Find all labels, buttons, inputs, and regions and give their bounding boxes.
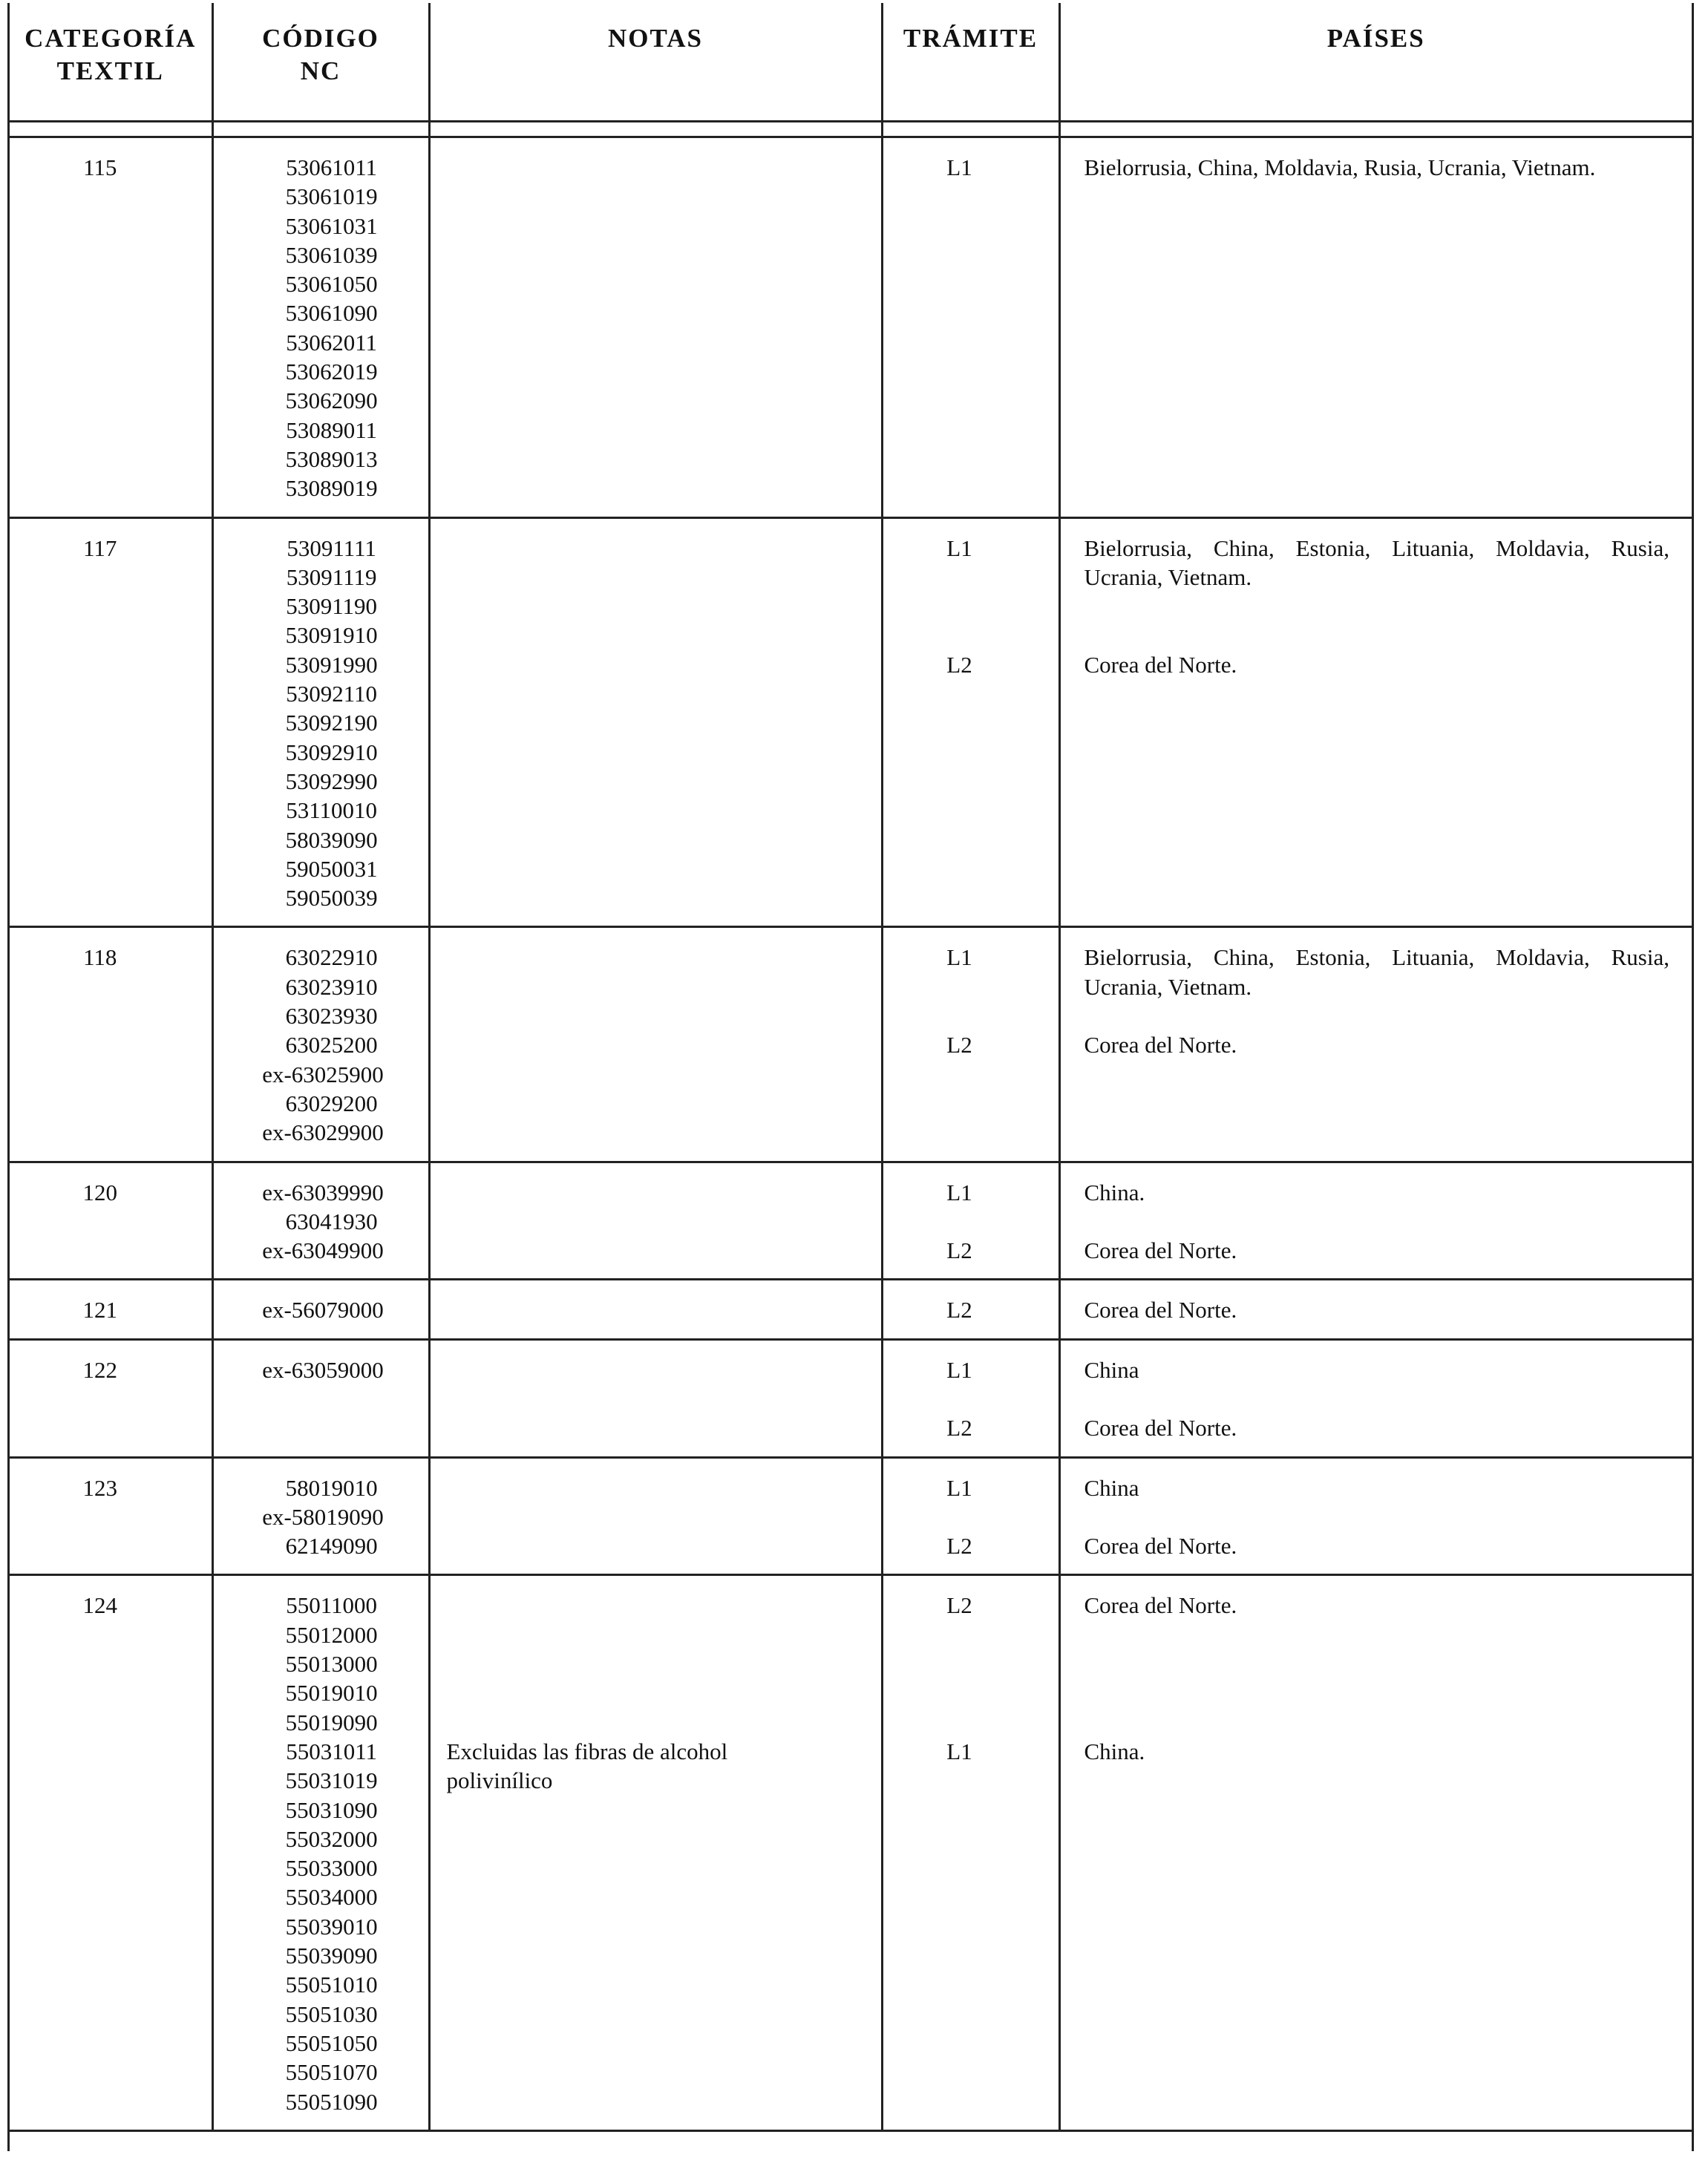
- notas-cell: [429, 927, 882, 1162]
- codigo-nc-cell: [212, 1457, 429, 1575]
- nc-code: 63041930: [268, 1208, 378, 1234]
- header-notas-label: NOTAS: [608, 24, 703, 53]
- spacer-cell: [10, 122, 212, 137]
- nc-code: 55051010: [268, 1972, 378, 1998]
- nc-code: 55013000: [268, 1651, 378, 1678]
- nc-code: 55039090: [268, 1943, 378, 1969]
- paises-cell: [1059, 1162, 1692, 1280]
- codigo-nc-cell: [212, 1162, 429, 1280]
- nc-code: ex-56079000: [262, 1297, 384, 1324]
- paises-value: Bielorrusia, China, Moldavia, Rusia, Ucrania, Vietnam.: [1084, 154, 1596, 180]
- nc-code: 53091190: [268, 593, 378, 620]
- nc-code: 55012000: [268, 1621, 378, 1648]
- header-paises: [1059, 3, 1692, 122]
- header-spacer-row: [10, 122, 1692, 137]
- table-row: [10, 1280, 1692, 1339]
- categoria-cell: 118: [10, 927, 212, 1162]
- codigo-nc-cell: [212, 517, 429, 927]
- table-row: [10, 1575, 1692, 2130]
- spacer-cell: [882, 122, 1059, 137]
- nc-code: 63023910: [268, 973, 378, 1000]
- nc-code: 53110010: [268, 797, 378, 824]
- nc-code: 53061050: [268, 271, 378, 298]
- header-paises-label: PAÍSES: [1326, 24, 1425, 53]
- nc-code: ex-63029900: [262, 1119, 384, 1146]
- tramite-value: L2: [946, 1237, 972, 1264]
- header-codigo-nc: [212, 3, 429, 122]
- paises-value: China: [1084, 1356, 1139, 1383]
- tramite-value: L2: [946, 1415, 972, 1442]
- nc-code: 55034000: [268, 1884, 378, 1911]
- nc-code: 63025200: [268, 1032, 378, 1059]
- nc-code: 53062011: [268, 329, 378, 356]
- tramite-cell: [882, 1280, 1059, 1339]
- nc-code: 53092910: [268, 739, 378, 765]
- nc-code: 53061090: [268, 300, 378, 327]
- nc-code: 53089019: [268, 475, 378, 502]
- tramite-value: L1: [946, 1356, 972, 1383]
- nc-code: 63023930: [268, 1003, 378, 1030]
- nc-code: 55051090: [268, 2088, 378, 2115]
- tramite-cell: [882, 137, 1059, 518]
- nc-code: 53061011: [268, 154, 378, 180]
- notas-cell: [429, 1457, 882, 1575]
- paises-value: Corea del Norte.: [1084, 1237, 1237, 1264]
- table-header-row: [10, 3, 1692, 122]
- nc-code: 55051030: [268, 2000, 378, 2027]
- codigo-nc-cell: [212, 1280, 429, 1339]
- header-categoria-label: CATEGORÍA TEXTIL: [24, 24, 197, 85]
- nc-code: 53091111: [269, 534, 376, 561]
- notas-cell: [429, 517, 882, 927]
- notas-cell: [429, 1339, 882, 1457]
- paises-cell: [1059, 1339, 1692, 1457]
- paises-value: Corea del Norte.: [1084, 651, 1237, 678]
- nc-code: ex-58019090: [262, 1503, 384, 1530]
- nc-code: ex-63049900: [262, 1237, 384, 1264]
- nc-code: 55011000: [268, 1592, 378, 1619]
- nc-code: 55051070: [268, 2059, 378, 2086]
- nc-code: 53091119: [269, 563, 377, 590]
- nc-code: 58039090: [268, 826, 378, 853]
- nc-code: 55031011: [268, 1738, 378, 1764]
- textile-categories-table: [10, 3, 1692, 2132]
- tramite-value: L2: [946, 651, 972, 678]
- textile-table-sheet: [7, 3, 1694, 2151]
- nc-code: 55039010: [268, 1913, 378, 1940]
- tramite-value: L1: [946, 1179, 972, 1205]
- nc-code: 55019090: [268, 1709, 378, 1735]
- table-row: [10, 927, 1692, 1162]
- paises-value: Corea del Norte.: [1084, 1297, 1237, 1324]
- nc-code: 53061031: [268, 212, 378, 239]
- tramite-value: L1: [946, 1738, 972, 1764]
- tramite-cell: [882, 1339, 1059, 1457]
- categoria-cell: 117: [10, 517, 212, 927]
- nc-code: ex-63039990: [262, 1179, 384, 1205]
- nc-code: 53061039: [268, 241, 378, 268]
- tramite-cell: [882, 1575, 1059, 2130]
- nc-code: 55051050: [268, 2029, 378, 2056]
- paises-value: China.: [1084, 1179, 1145, 1205]
- nc-code: 55031019: [268, 1767, 378, 1794]
- table-row: [10, 517, 1692, 927]
- tramite-value: L1: [946, 944, 972, 971]
- spacer-cell: [1059, 122, 1692, 137]
- paises-cell: [1059, 927, 1692, 1162]
- nc-code: 53092990: [268, 768, 378, 794]
- paises-value: Bielorrusia, China, Estonia, Lituania, Moldavia, Rusia, Ucrania, Vietnam.: [1084, 534, 1669, 590]
- header-notas: [429, 3, 882, 122]
- paises-value: China: [1084, 1474, 1139, 1501]
- paises-cell: [1059, 1280, 1692, 1339]
- nc-code: 55019010: [268, 1680, 378, 1707]
- notas-cell: [429, 1162, 882, 1280]
- header-codigo-label: CÓDIGO NC: [262, 24, 379, 85]
- paises-value: Corea del Norte.: [1084, 1415, 1237, 1442]
- tramite-value: L1: [946, 1474, 972, 1501]
- table-row: [10, 1162, 1692, 1280]
- nc-code: 59050031: [268, 855, 378, 882]
- nc-code: 63029200: [268, 1090, 378, 1116]
- codigo-nc-cell: [212, 137, 429, 518]
- nc-code: 53089011: [268, 416, 378, 443]
- categoria-cell: 115: [10, 137, 212, 518]
- nc-code: 53062090: [268, 387, 378, 414]
- tramite-cell: [882, 927, 1059, 1162]
- paises-cell: [1059, 137, 1692, 518]
- nc-code: 62149090: [268, 1533, 378, 1560]
- tramite-cell: [882, 1457, 1059, 1575]
- notas-cell: [429, 1575, 882, 2130]
- codigo-nc-cell: [212, 1575, 429, 2130]
- categoria-cell: 120: [10, 1162, 212, 1280]
- table-body: [10, 122, 1692, 2131]
- header-tramite-label: TRÁMITE: [903, 24, 1038, 53]
- notas-cell: [429, 1280, 882, 1339]
- table-row: [10, 1339, 1692, 1457]
- categoria-cell: 122: [10, 1339, 212, 1457]
- nc-code: 63022910: [268, 944, 378, 971]
- nc-code: 53061019: [268, 183, 378, 210]
- nota-text: Excluidas las fibras de alcohol polivinílico: [446, 1738, 728, 1794]
- paises-value: Corea del Norte.: [1084, 1592, 1237, 1619]
- categoria-cell: 123: [10, 1457, 212, 1575]
- tramite-cell: [882, 1162, 1059, 1280]
- spacer-cell: [429, 122, 882, 137]
- tramite-value: L2: [946, 1533, 972, 1560]
- table-row: [10, 1457, 1692, 1575]
- nc-code: 53092110: [268, 681, 378, 707]
- paises-value: China.: [1084, 1738, 1145, 1764]
- nc-code: 53091910: [268, 622, 378, 649]
- nc-code: 53092190: [268, 710, 378, 736]
- nc-code: 53091990: [268, 651, 378, 678]
- nc-code: 59050039: [268, 885, 378, 912]
- categoria-cell: 124: [10, 1575, 212, 2130]
- tramite-cell: [882, 517, 1059, 927]
- tramite-value: L1: [946, 534, 972, 561]
- tramite-value: L2: [946, 1592, 972, 1619]
- paises-cell: [1059, 1457, 1692, 1575]
- header-categoria-textil: [10, 3, 212, 122]
- spacer-cell: [212, 122, 429, 137]
- paises-value: Corea del Norte.: [1084, 1533, 1237, 1560]
- codigo-nc-cell: [212, 927, 429, 1162]
- categoria-cell: 121: [10, 1280, 212, 1339]
- paises-cell: [1059, 517, 1692, 927]
- nc-code: ex-63025900: [262, 1061, 384, 1087]
- tramite-value: L1: [946, 154, 972, 180]
- tramite-value: L2: [946, 1032, 972, 1059]
- codigo-nc-cell: [212, 1339, 429, 1457]
- nc-code: ex-63059000: [262, 1356, 384, 1383]
- nc-code: 53089013: [268, 445, 378, 472]
- paises-value: Corea del Norte.: [1084, 1032, 1237, 1059]
- nc-code: 58019010: [268, 1474, 378, 1501]
- paises-cell: [1059, 1575, 1692, 2130]
- paises-value: Bielorrusia, China, Estonia, Lituania, Moldavia, Rusia, Ucrania, Vietnam.: [1084, 944, 1669, 1000]
- header-tramite: [882, 3, 1059, 122]
- tramite-value: L2: [946, 1297, 972, 1324]
- table-row: [10, 137, 1692, 518]
- nc-code: 55032000: [268, 1825, 378, 1852]
- nc-code: 53062019: [268, 359, 378, 385]
- nc-code: 55031090: [268, 1796, 378, 1823]
- nc-code: 55033000: [268, 1855, 378, 1882]
- notas-cell: [429, 137, 882, 518]
